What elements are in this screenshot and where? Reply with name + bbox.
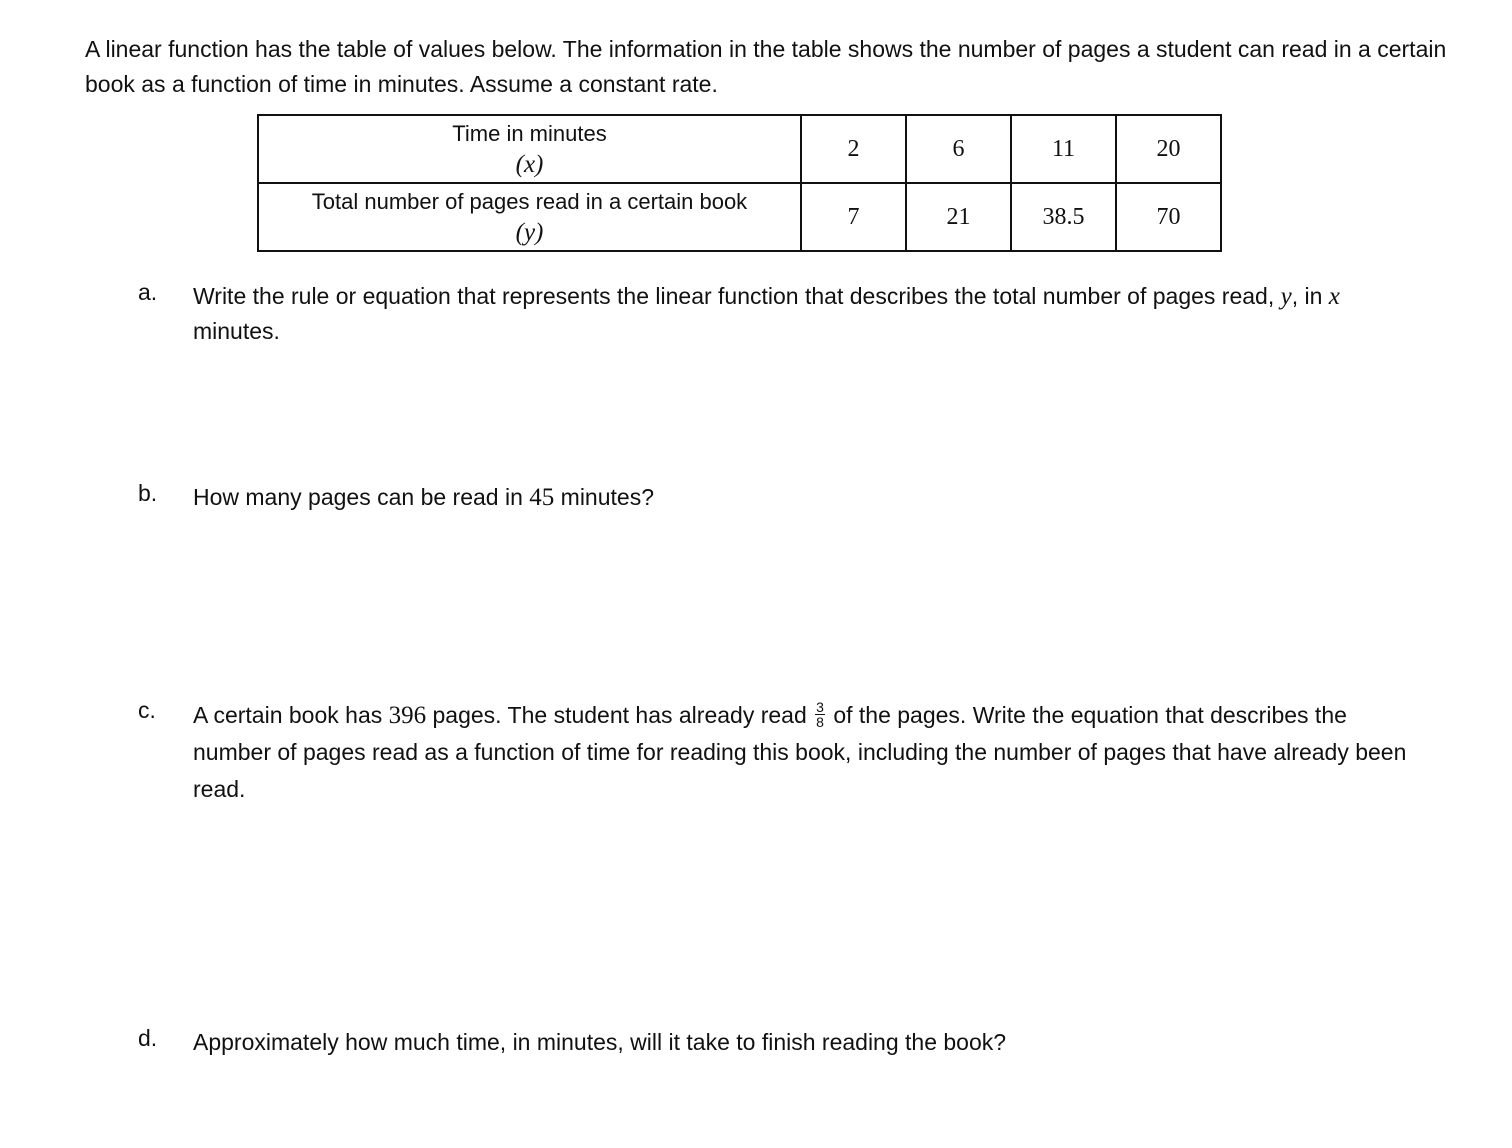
fraction-denominator: 8 — [816, 714, 824, 731]
table-row-pages — [258, 183, 1221, 251]
values-table — [257, 114, 1222, 252]
question-d-letter: d. — [138, 1025, 158, 1051]
question-a-text-2: , in — [1291, 283, 1329, 309]
question-c-letter: c. — [138, 697, 156, 723]
table-cell: 11 — [1011, 115, 1116, 183]
fraction-numerator: 3 — [816, 699, 824, 716]
row-label-pages — [258, 183, 801, 251]
question-b-number: 45 — [529, 484, 555, 511]
question-a-text — [193, 279, 1423, 349]
row-label-time-text: Time in minutes — [452, 121, 607, 146]
question-a-var-y: y — [1280, 283, 1292, 310]
table-cell: 38.5 — [1011, 183, 1116, 251]
table-cell: 7 — [801, 183, 906, 251]
question-c-number: 396 — [388, 702, 427, 729]
question-c-text — [193, 697, 1423, 808]
question-b-text — [193, 480, 1423, 515]
fraction-three-eighths — [815, 700, 825, 729]
question-c-text-3: of the pages. Write the equation that describes the number of pages read as a function of time for reading this book, including the number of pages that have already been read. — [193, 702, 1407, 802]
question-b-text-2: minutes? — [554, 484, 654, 510]
table-cell: 2 — [801, 115, 906, 183]
question-a-text-3: minutes. — [193, 318, 280, 344]
question-a-text-1: Write the rule or equation that represents the linear function that describes the total number of pages read, — [193, 283, 1281, 309]
table-cell: 6 — [906, 115, 1011, 183]
table-row-time — [258, 115, 1221, 183]
question-d-text: Approximately how much time, in minutes, will it take to finish reading the book? — [193, 1029, 1007, 1055]
row-label-pages-var: (y) — [515, 219, 544, 246]
problem-intro: A linear function has the table of values below. The information in the table shows the number of pages a student can read in a certain book as a function of time in minutes. Assume a constant rate. — [85, 36, 1447, 97]
table-cell: 70 — [1116, 183, 1221, 251]
question-a-letter: a. — [138, 279, 158, 305]
question-c-text-1: A certain book has — [193, 702, 389, 728]
question-a-var-x: x — [1328, 283, 1340, 310]
row-label-time-var: (x) — [515, 151, 544, 178]
question-b-letter: b. — [138, 480, 158, 506]
question-b-text-1: How many pages can be read in — [193, 484, 530, 510]
table-cell: 21 — [906, 183, 1011, 251]
row-label-time — [258, 115, 801, 183]
row-label-pages-text: Total number of pages read in a certain book — [311, 189, 748, 214]
question-c-text-2: pages. The student has already read — [426, 702, 814, 728]
table-cell: 20 — [1116, 115, 1221, 183]
